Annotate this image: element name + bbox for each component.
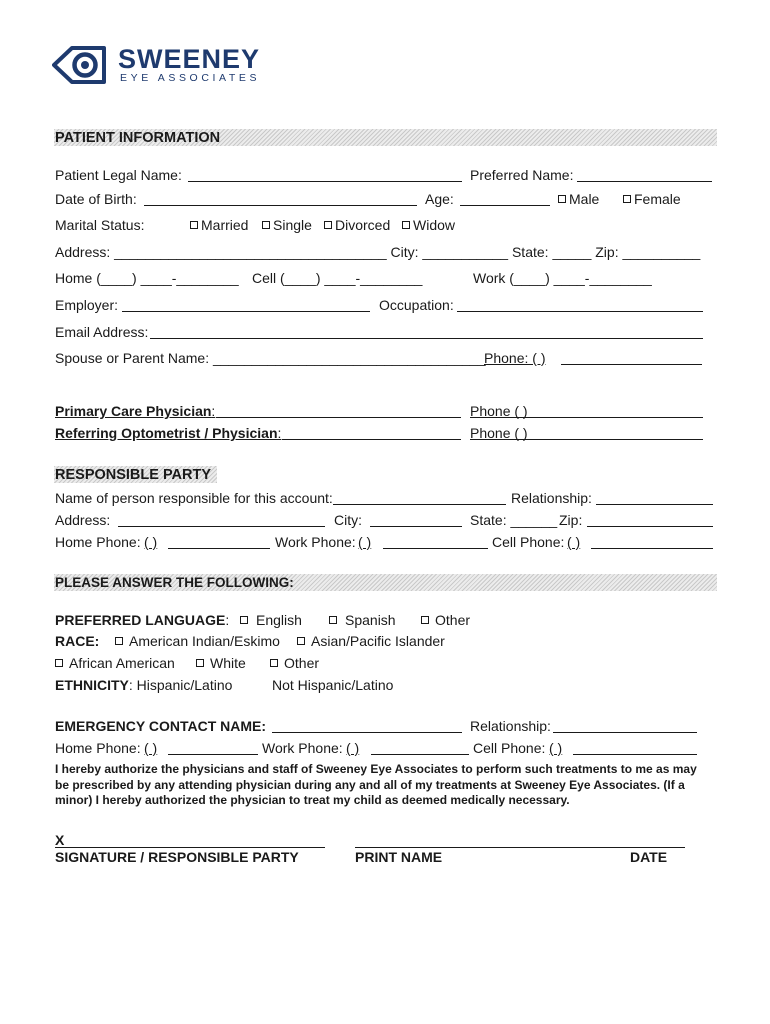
resp-cell-paren: ( ) <box>567 534 581 550</box>
ethnicity-label: ETHNICITY: Hispanic/Latino <box>55 677 233 693</box>
female-option[interactable]: Female <box>623 191 681 207</box>
section-title-patient: PATIENT INFORMATION <box>55 130 221 146</box>
signature-field[interactable] <box>55 847 325 848</box>
race-other-option[interactable]: Other <box>270 655 319 671</box>
legal-name-field[interactable] <box>188 181 462 182</box>
work-phone-field[interactable]: Work (____) ____-________ <box>473 270 652 286</box>
emergency-work-phone-field[interactable] <box>371 754 469 755</box>
asian-option[interactable]: Asian/Pacific Islander <box>297 633 445 649</box>
resp-relationship-field[interactable] <box>596 504 713 505</box>
resp-city-label: City: <box>334 512 362 528</box>
emergency-home-phone-field[interactable] <box>168 754 258 755</box>
married-option[interactable]: Married <box>190 217 248 233</box>
divorced-option[interactable]: Divorced <box>324 217 390 233</box>
resp-cell-phone-field[interactable] <box>591 548 713 549</box>
print-name-field[interactable] <box>355 847 685 848</box>
asian-checkbox[interactable] <box>297 637 305 645</box>
widow-option[interactable]: Widow <box>402 217 455 233</box>
race-other-checkbox[interactable] <box>270 659 278 667</box>
emergency-relationship-label: Relationship: <box>470 718 551 734</box>
occupation-field[interactable] <box>457 311 703 312</box>
employer-label: Employer: <box>55 297 119 313</box>
pcp-label: Primary Care Physician: <box>55 403 216 419</box>
marital-label: Marital Status: <box>55 217 145 233</box>
spouse-phone-label: Phone: ( ) <box>484 350 546 366</box>
resp-name-field[interactable] <box>333 504 506 505</box>
home-phone-field[interactable]: Home (____) ____-________ <box>55 270 239 286</box>
pcp-phone-label: Phone ( ) <box>470 403 528 419</box>
emergency-cell-phone-field[interactable] <box>573 754 697 755</box>
resp-address-field[interactable] <box>118 526 325 527</box>
emergency-name-field[interactable] <box>272 732 462 733</box>
resp-name-label: Name of person responsible for this account: <box>55 490 333 506</box>
resp-home-phone-field[interactable] <box>168 548 270 549</box>
authorization-paragraph: I hereby authorize the physicians and staff of Sweeney Eye Associates to perform such treatments to me as may be prescribed by any attending physician during any and all of my treatments at Sweeney Eye Associates. (If a minor) I hereby authorized the physician to treat my child as deemed medically necessary. <box>55 762 697 807</box>
preferred-name-field[interactable] <box>577 181 712 182</box>
resp-home-phone-label: Home Phone: <box>55 534 141 550</box>
not-hispanic-option[interactable]: Not Hispanic/Latino <box>272 677 394 693</box>
divorced-checkbox[interactable] <box>324 221 332 229</box>
male-option[interactable]: Male <box>558 191 599 207</box>
section-title-answers: PLEASE ANSWER THE FOLLOWING: <box>55 575 294 590</box>
resp-work-paren: ( ) <box>358 534 372 550</box>
emergency-name-label: EMERGENCY CONTACT NAME: <box>55 718 267 734</box>
resp-cell-phone-label: Cell Phone: <box>492 534 565 550</box>
section-title-responsible: RESPONSIBLE PARTY <box>55 467 212 483</box>
single-checkbox[interactable] <box>262 221 270 229</box>
emergency-home-phone-label: Home Phone: <box>55 740 141 756</box>
legal-name-label: Patient Legal Name: <box>55 167 182 183</box>
resp-city-field[interactable] <box>370 526 462 527</box>
emergency-cell-phone-label: Cell Phone: <box>473 740 546 756</box>
eye-logo-icon <box>52 44 106 86</box>
resp-work-phone-field[interactable] <box>383 548 488 549</box>
language-label: PREFERRED LANGUAGE: <box>55 612 230 628</box>
pcp-phone-field[interactable] <box>470 417 703 418</box>
female-checkbox[interactable] <box>623 195 631 203</box>
emergency-work-phone-label: Work Phone: <box>262 740 343 756</box>
white-checkbox[interactable] <box>196 659 204 667</box>
referring-field[interactable] <box>282 439 461 440</box>
language-other-option[interactable]: Other <box>421 612 470 628</box>
date-label: DATE <box>630 849 668 865</box>
email-field[interactable] <box>150 338 703 339</box>
african-american-checkbox[interactable] <box>55 659 63 667</box>
english-checkbox[interactable] <box>240 616 248 624</box>
occupation-label: Occupation: <box>379 297 454 313</box>
preferred-name-label: Preferred Name: <box>470 167 574 183</box>
married-checkbox[interactable] <box>190 221 198 229</box>
address-line[interactable]: Address: ___________________________________ City: ___________ State: _____ Zip: __________ <box>55 244 701 260</box>
widow-checkbox[interactable] <box>402 221 410 229</box>
emergency-home-paren: ( ) <box>144 740 158 756</box>
resp-work-phone-label: Work Phone: <box>275 534 356 550</box>
referring-phone-field[interactable] <box>470 439 703 440</box>
resp-state-field[interactable]: State: ______ <box>470 512 558 528</box>
emergency-work-paren: ( ) <box>346 740 360 756</box>
logo-subtitle: EYE ASSOCIATES <box>120 72 261 84</box>
signature-label: SIGNATURE / RESPONSIBLE PARTY <box>55 849 299 865</box>
pcp-field[interactable] <box>216 417 461 418</box>
employer-field[interactable] <box>122 311 370 312</box>
spouse-phone-field[interactable] <box>561 364 702 365</box>
print-name-label: PRINT NAME <box>355 849 443 865</box>
email-label: Email Address: <box>55 324 149 340</box>
dob-label: Date of Birth: <box>55 191 137 207</box>
logo-name: SWEENEY <box>118 44 261 74</box>
spouse-line[interactable]: Spouse or Parent Name: ___________________________________ <box>55 350 486 366</box>
american-indian-checkbox[interactable] <box>115 637 123 645</box>
spanish-checkbox[interactable] <box>329 616 337 624</box>
resp-home-paren: ( ) <box>144 534 158 550</box>
referring-phone-label: Phone ( ) <box>470 425 528 441</box>
resp-relationship-label: Relationship: <box>511 490 592 506</box>
english-option[interactable]: English <box>240 612 302 628</box>
resp-address-label: Address: <box>55 512 111 528</box>
white-option[interactable]: White <box>196 655 246 671</box>
signature-x: X <box>55 832 65 848</box>
spanish-option[interactable]: Spanish <box>329 612 396 628</box>
american-indian-option[interactable]: American Indian/Eskimo <box>115 633 280 649</box>
emergency-relationship-field[interactable] <box>553 732 697 733</box>
age-label: Age: <box>425 191 454 207</box>
resp-zip-label: Zip: <box>559 512 583 528</box>
dob-field[interactable] <box>144 205 417 206</box>
cell-phone-field[interactable]: Cell (____) ____-________ <box>252 270 423 286</box>
race-label: RACE: <box>55 633 100 649</box>
single-option[interactable]: Single <box>262 217 312 233</box>
african-american-option[interactable]: African American <box>55 655 175 671</box>
emergency-cell-paren: ( ) <box>549 740 563 756</box>
referring-label: Referring Optometrist / Physician: <box>55 425 282 441</box>
male-checkbox[interactable] <box>558 195 566 203</box>
resp-zip-field[interactable] <box>587 526 713 527</box>
language-other-checkbox[interactable] <box>421 616 429 624</box>
age-field[interactable] <box>460 205 550 206</box>
